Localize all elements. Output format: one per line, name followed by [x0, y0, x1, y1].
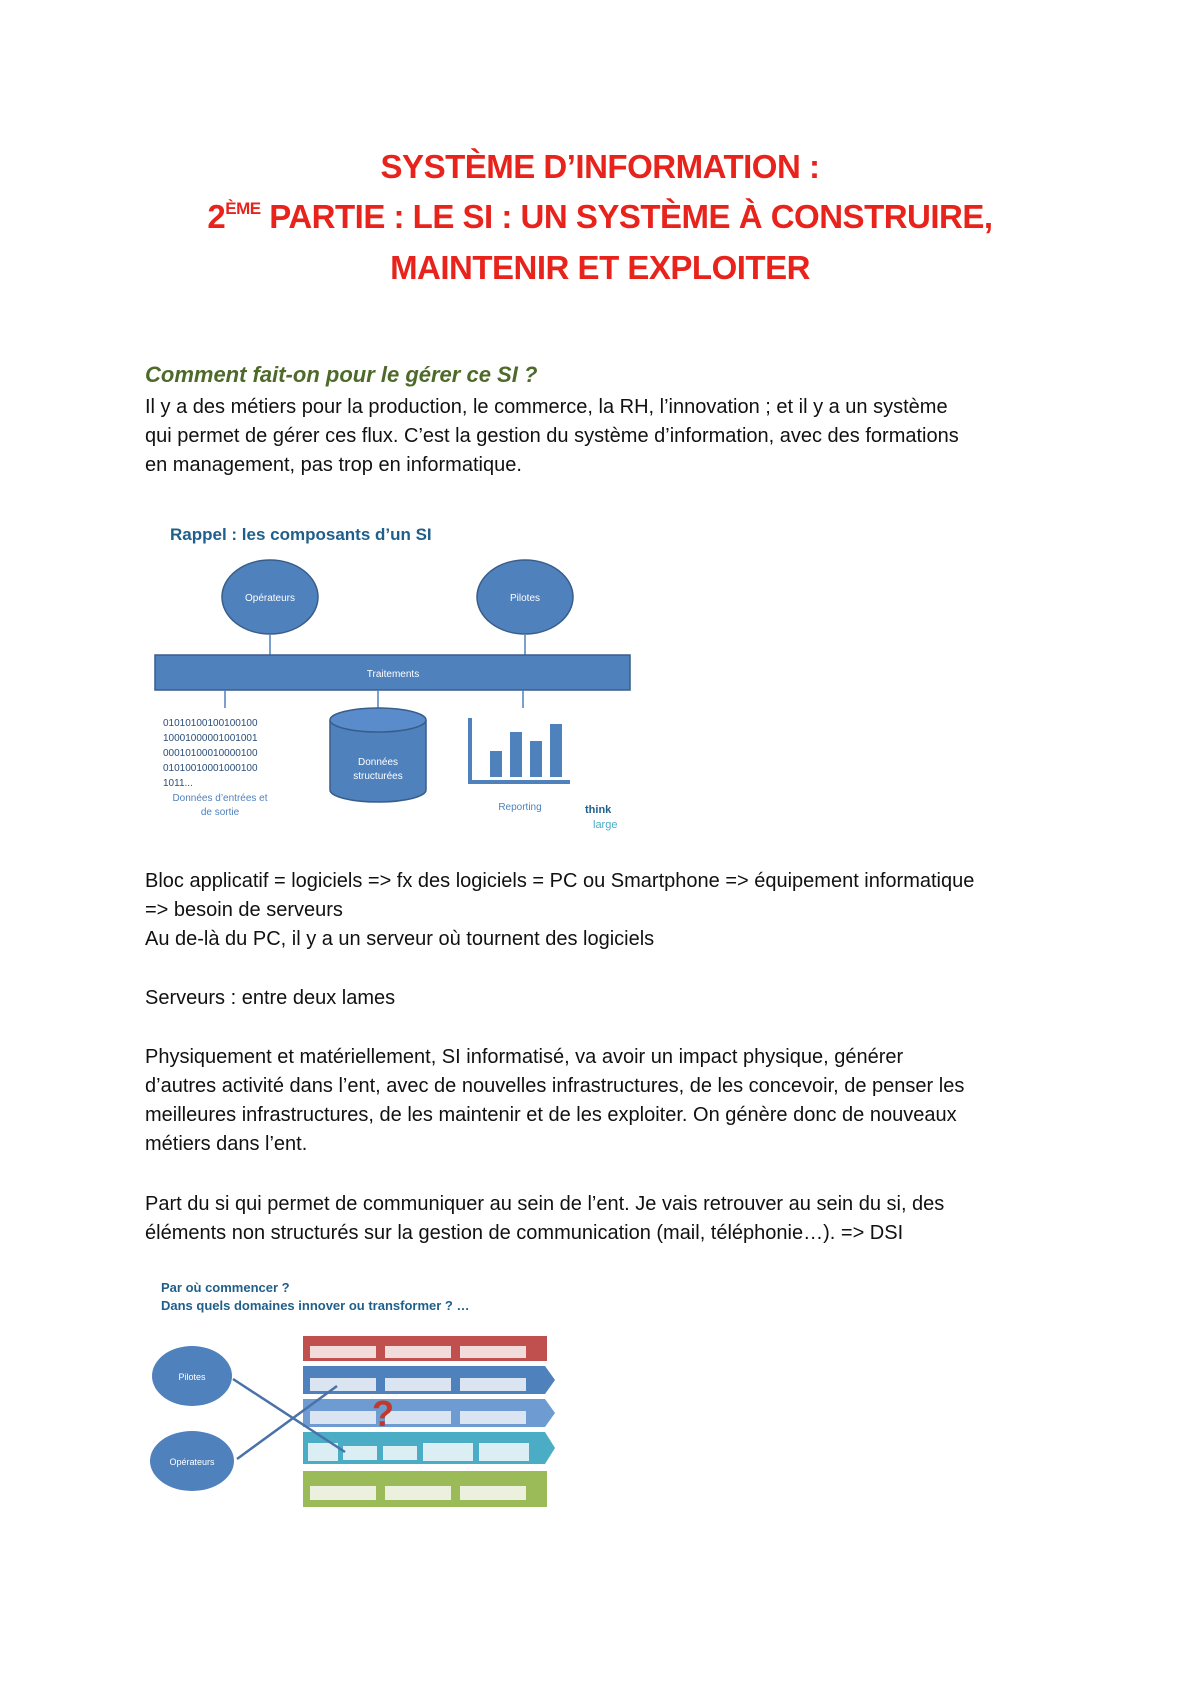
section-subheading: Comment fait-on pour le gérer ce SI ? — [145, 362, 538, 387]
band-green-cell — [460, 1486, 526, 1500]
title-ordinal-number: 2 — [207, 198, 226, 235]
question-mark: ? — [372, 1393, 394, 1434]
reporting-bar — [530, 741, 542, 777]
title-ordinal-suffix: ÈME — [225, 199, 261, 218]
intro-line: qui permet de gérer ces flux. C’est la gestion du système d’information, avec des formations — [145, 425, 959, 447]
pilotes-label: Pilotes — [509, 593, 541, 604]
data-io-label: Données d’entrées et — [172, 793, 268, 804]
band-blue-1-cell — [385, 1378, 451, 1391]
si-components-diagram — [145, 508, 635, 834]
operateurs-label: Opérateurs — [244, 593, 296, 604]
band-blue-1 — [303, 1366, 555, 1394]
database-label: structurées — [353, 771, 403, 782]
part-line: Part du si qui permet de communiquer au sein de l’ent. Je vais retrouver au sein du si, des — [145, 1193, 945, 1215]
band-blue-2-cell — [385, 1411, 451, 1424]
physique-line: Physiquement et matériellement, SI informatisé, va avoir un impact physique, générer — [145, 1046, 904, 1068]
physique-line: métiers dans l’ent. — [145, 1133, 308, 1155]
brand-think: think — [585, 804, 612, 816]
part-paragraph — [145, 1190, 1065, 1248]
intro-line: en management, pas trop en informatique. — [145, 454, 522, 476]
title-line-2 — [0, 198, 1200, 236]
band-red-cell — [460, 1346, 526, 1358]
band-red-cell — [310, 1346, 376, 1358]
band-teal-cell — [383, 1446, 417, 1460]
reporting-bar — [490, 751, 502, 777]
binary-line: 10001000001001001 — [163, 733, 258, 744]
binary-line: 00010100010000100 — [163, 748, 258, 759]
bloc-line: Au de-là du PC, il y a un serveur où tournent des logiciels — [145, 928, 655, 950]
title-line-1: SYSTÈME D’INFORMATION : — [380, 148, 820, 185]
band-green — [303, 1471, 547, 1507]
diagram2-title-line-2: Dans quels domaines innover ou transformer ? … — [161, 1298, 470, 1313]
band-green-cell — [310, 1486, 376, 1500]
band-blue-1-cell — [310, 1378, 376, 1391]
band-green-cell — [385, 1486, 451, 1500]
part-line: éléments non structurés sur la gestion de communication (mail, téléphonie…). => DSI — [145, 1222, 904, 1244]
band-red — [303, 1336, 547, 1361]
reporting-bar — [550, 724, 562, 777]
innovation-domains-diagram — [145, 1276, 557, 1538]
bloc-line: => besoin de serveurs — [145, 899, 343, 921]
title-line-3: MAINTENIR ET EXPLOITER — [390, 249, 810, 286]
diagram2-title-line-1: Par où commencer ? — [161, 1280, 290, 1295]
binary-line: 01010100100100100 — [163, 718, 258, 729]
band-blue-1-cell — [460, 1378, 526, 1391]
serveurs-paragraph — [145, 984, 1065, 1013]
binary-line: 1011... — [163, 778, 193, 789]
band-blue-2-cell — [460, 1411, 526, 1424]
operateurs-label: Opérateurs — [169, 1457, 215, 1467]
traitements-label: Traitements — [366, 669, 420, 680]
serveurs-line: Serveurs : entre deux lames — [145, 987, 396, 1009]
band-blue-2 — [303, 1399, 555, 1427]
pilotes-label: Pilotes — [178, 1372, 206, 1382]
band-red-cell — [385, 1346, 451, 1358]
diagram-title: Rappel : les composants d’un SI — [170, 525, 432, 544]
data-io-label: de sortie — [200, 807, 240, 818]
physique-line: d’autres activité dans l’ent, avec de nouvelles infrastructures, de les concevoir, de penser les — [145, 1075, 965, 1097]
brand-large: large — [593, 819, 618, 831]
band-teal-cell — [343, 1446, 377, 1460]
band-blue-2-cell — [310, 1411, 376, 1424]
bloc-paragraph — [145, 867, 1065, 954]
band-teal-cell — [479, 1443, 529, 1461]
band-teal-cell — [423, 1443, 473, 1461]
title-line-2-text: PARTIE : LE SI : UN SYSTÈME À CONSTRUIRE, — [260, 198, 993, 235]
database-cylinder-top — [330, 708, 426, 732]
intro-line: Il y a des métiers pour la production, le commerce, la RH, l’innovation ; et il y a un système — [145, 396, 948, 418]
database-label: Données — [357, 757, 399, 768]
intro-paragraph — [145, 393, 1065, 480]
binary-line: 01010010001000100 — [163, 763, 258, 774]
bloc-line: Bloc applicatif = logiciels => fx des logiciels = PC ou Smartphone => équipement informatique — [145, 870, 975, 892]
reporting-label: Reporting — [498, 802, 542, 813]
reporting-bar — [510, 732, 522, 777]
physique-paragraph — [145, 1043, 1065, 1159]
physique-line: meilleures infrastructures, de les maintenir et de les exploiter. On génère donc de nouveaux — [145, 1104, 957, 1126]
